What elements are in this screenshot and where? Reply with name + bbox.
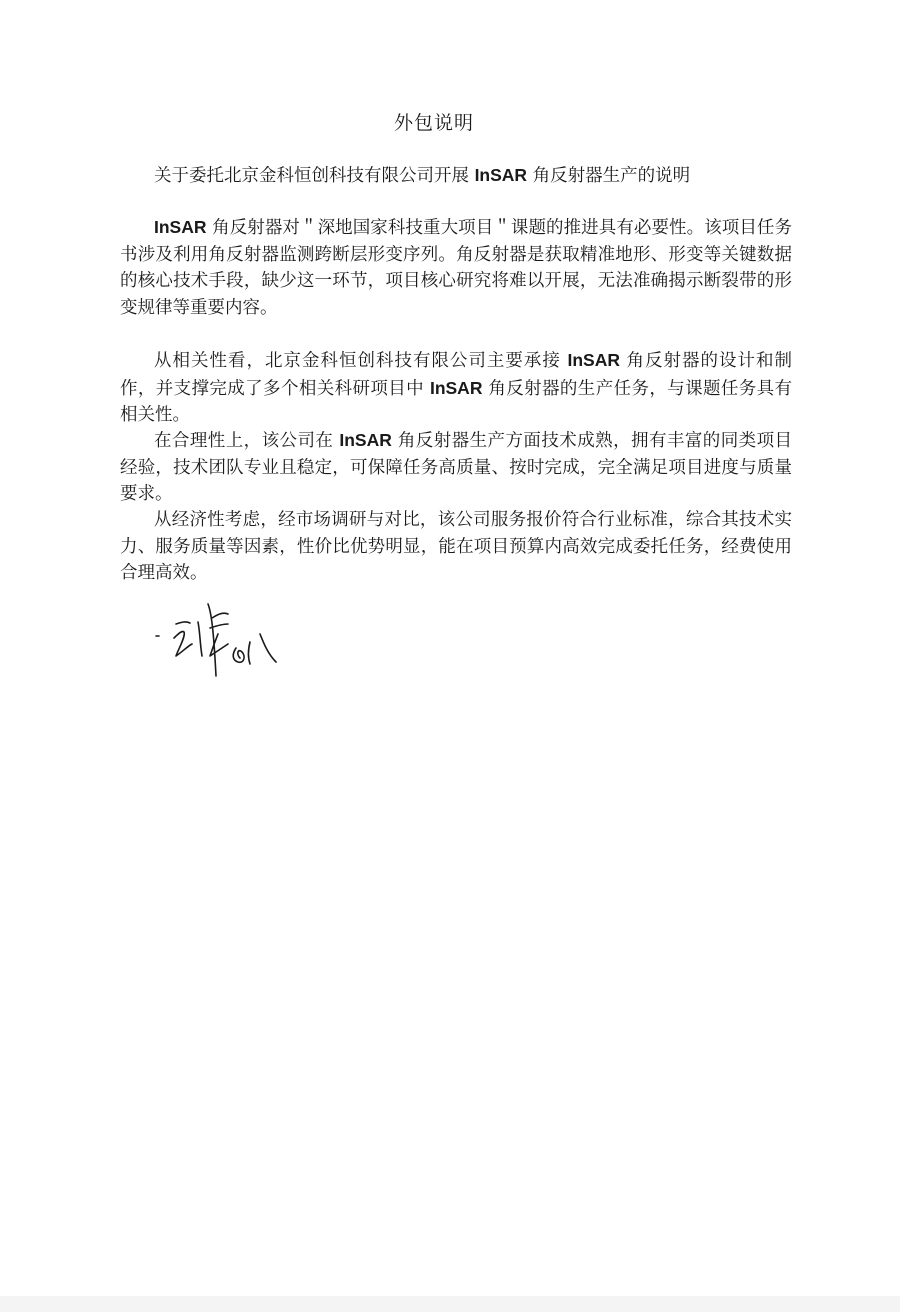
paragraph-necessity: InSAR 角反射器对＂深地国家科技重大项目＂课题的推进具有必要性。该项目任务书涉及利用角反射器监测跨断层形变序列。角反射器是获取精准地形、形变等关键数据的核心技术手段，缺少这一环节，项目核心研究将难以开展，无法准确揭示断裂带的形变规律等重要内容。 (120, 217, 792, 318)
document-title: 外包说明 (393, 112, 474, 134)
latin-term: InSAR (567, 350, 620, 370)
latin-term: InSAR (474, 165, 528, 185)
latin-term: InSAR (154, 217, 207, 237)
paragraph-relevance: 从相关性看，北京金科恒创科技有限公司主要承接 InSAR 角反射器的设计和制作，并支撑完成了多个相关科研项目中 InSAR 角反射器的生产任务，与课题任务具有相关性。 (120, 350, 793, 425)
document-subject: 关于委托北京金科恒创科技有限公司开展 InSAR 角反射器生产的说明 (154, 165, 691, 186)
latin-term: InSAR (339, 430, 392, 450)
latin-term: InSAR (429, 377, 483, 398)
paragraph-rationality: 在合理性上，该公司在 InSAR 角反射器生产方面技术成熟，拥有丰富的同类项目经验，技术团队专业且稳定，可保障任务高质量、按时完成，完全满足项目进度与质量要求。 (120, 430, 793, 504)
signature-icon (152, 598, 282, 680)
page-bottom-shade (0, 1296, 900, 1312)
paragraph-economy: 从经济性考虑，经市场调研与对比，该公司服务报价符合行业标准，综合其技术实力、服务质量等因素，性价比优势明显，能在项目预算内高效完成委托任务，经费使用合理高效。 (120, 510, 792, 583)
